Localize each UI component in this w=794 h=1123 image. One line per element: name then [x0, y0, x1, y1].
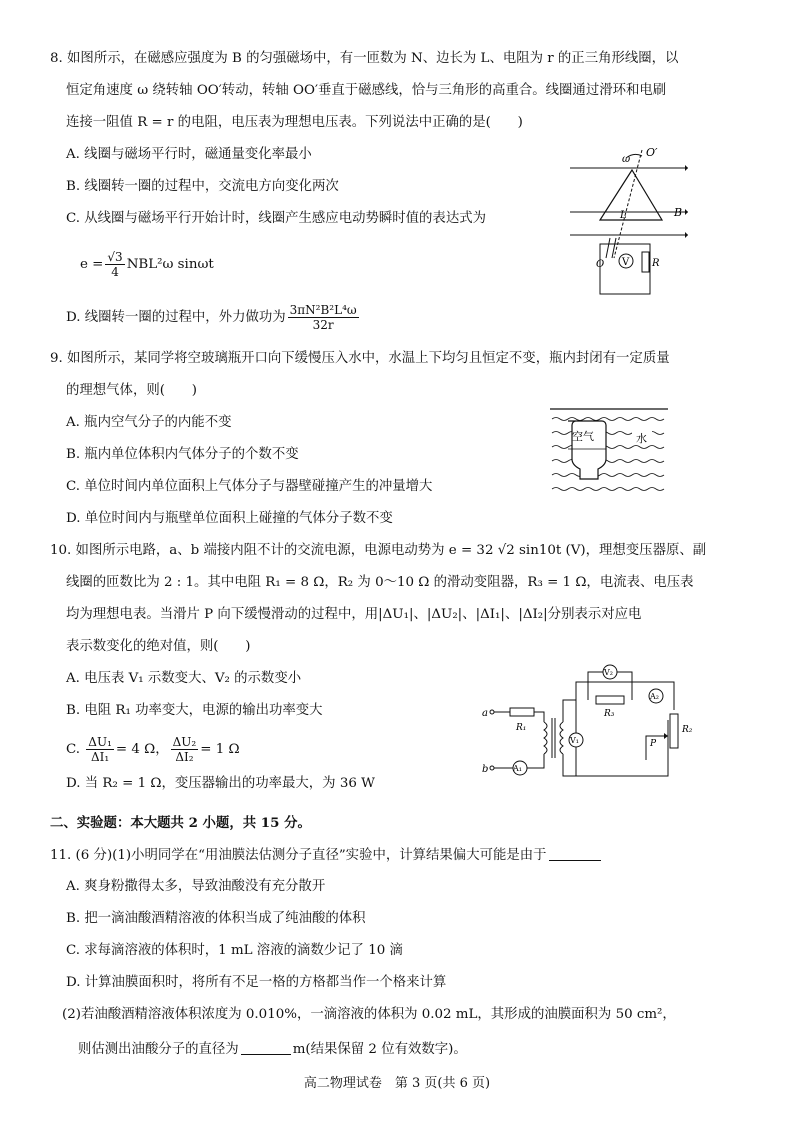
- q9-option-a: A. 瓶内空气分子的内能不变: [66, 415, 232, 430]
- b-label: B: [674, 206, 683, 219]
- q10-f2-den: ΔI₂: [175, 750, 194, 764]
- q10-line-4: 表示数变化的绝对值，则( ): [66, 639, 251, 654]
- primary-coil: [544, 722, 547, 754]
- water-waves: [552, 418, 664, 491]
- terminal-b: [490, 766, 494, 770]
- water-label: 水: [636, 432, 647, 445]
- q8-formula-fraction: [105, 250, 124, 279]
- q10-line-1: 10. 如图所示电路，a、b 端接内阻不计的交流电源，电源电动势为 e = 32 √2 sin10t (V)，理想变压器原、副: [50, 543, 707, 558]
- rotation-axis: [614, 150, 642, 258]
- secondary-coil: [560, 722, 563, 754]
- q10-f1-den: ΔI₁: [90, 750, 110, 764]
- resistor-r: [642, 252, 649, 272]
- q9-option-c: C. 单位时间内单位面积上气体分子与器壁碰撞产生的冲量增大: [66, 479, 433, 494]
- q11-line-1-text: 11. (6 分)(1)小明同学在“用油膜法估测分子直径”实验中，计算结果偏大可能是由于: [50, 848, 547, 863]
- q10-line-3: 均为理想电表。当滑片 P 向下缓慢滑动的过程中，用|ΔU₁|、|ΔU₂|、|ΔI₁|、|ΔI₂|分别表示对应电: [66, 607, 642, 622]
- q11-option-a: A. 爽身粉撒得太多，导致油酸没有充分散开: [66, 879, 326, 894]
- slider-arrow: [664, 733, 668, 739]
- q8-frac-num: √3: [107, 250, 123, 264]
- q8-option-d-text: D. 线圈转一圈的过程中，外力做功为: [66, 310, 286, 325]
- resistor-r1: [510, 708, 534, 716]
- a1-label: A₁: [513, 764, 522, 773]
- page-footer: 高二物理试卷 第 3 页(共 6 页): [303, 1076, 491, 1091]
- terminal-a: [490, 710, 494, 714]
- q10-f2-num: ΔU₂: [172, 735, 197, 749]
- q10-option-d: D. 当 R₂ = 1 Ω，变压器输出的功率最大，为 36 W: [66, 776, 375, 791]
- o-prime-label: O′: [646, 146, 658, 159]
- q11-option-b: B. 把一滴油酸酒精溶液的体积当成了纯油酸的体积: [66, 911, 366, 926]
- q8-option-c: C. 从线圈与磁场平行开始计时，线圈产生感应电动势瞬时值的表达式为: [66, 211, 486, 226]
- q11-option-c: C. 求每滴溶液的体积时，1 mL 溶液的滴数少记了 10 滴: [66, 943, 403, 958]
- q10-option-b: B. 电阻 R₁ 功率变大，电源的输出功率变大: [66, 703, 323, 718]
- r3-label: R₃: [604, 709, 615, 719]
- q10-option-c: [66, 735, 240, 764]
- q10-f1-num: ΔU₁: [88, 735, 112, 749]
- q8-work-fraction: [288, 303, 359, 332]
- voltmeter-label: V: [622, 257, 630, 268]
- q8-option-b: B. 线圈转一圈的过程中，交流电方向变化两次: [66, 179, 339, 194]
- resistor-r3: [596, 696, 624, 704]
- q8-line-2: 恒定角速度 ω 绕转轴 OO′转动，转轴 OO′垂直于磁感线，恰与三角形的高重合。线圈通过滑环和电刷: [66, 83, 667, 98]
- lead-1: [606, 238, 610, 258]
- r1-label: R₁: [516, 723, 527, 733]
- q9-option-d: D. 单位时间内与瓶壁单位面积上碰撞的气体分子数不变: [66, 511, 393, 526]
- q10-line-2: 线圈的匝数比为 2 : 1。其中电阻 R₁ = 8 Ω，R₂ 为 0～10 Ω 的滑动变阻器，R₃ = 1 Ω，电流表、电压表: [66, 575, 694, 590]
- p-label: P: [650, 739, 657, 749]
- q8-option-d: [66, 303, 361, 332]
- q10-fraction-2: [171, 735, 199, 764]
- a-label: a: [482, 708, 488, 719]
- q11-part2-line-1: (2)若油酸酒精溶液体积浓度为 0.010%，一滴溶液的体积为 0.02 mL，其形成的油膜面积为 50 cm²，: [62, 1007, 676, 1022]
- field-arrow-3: [685, 232, 688, 238]
- q8-frac-den: 4: [111, 265, 119, 279]
- q8-option-c-formula: [80, 250, 214, 279]
- q9-line-2: 的理想气体，则( ): [66, 383, 197, 398]
- q8-work-den: 32r: [312, 318, 334, 332]
- q8-formula-left: e =: [80, 257, 104, 272]
- v1-label: V₁: [570, 736, 579, 745]
- q10-fraction-1: [86, 735, 114, 764]
- wire-a2: [534, 712, 544, 722]
- section-2-heading: 二、实验题：本大题共 2 小题，共 15 分。: [50, 815, 311, 831]
- q8-line-1: 8. 如图所示，在磁感应强度为 B 的匀强磁场中，有一匝数为 N、边长为 L、电阻为 r 的正三角形线圈，以: [50, 51, 679, 66]
- q9-bottle-figure: [550, 405, 670, 495]
- q11-option-d: D. 计算油膜面积时，将所有不足一格的方格都当作一个格来计算: [66, 975, 447, 990]
- air-label: 空气: [572, 430, 594, 443]
- l-label: L: [620, 210, 627, 221]
- o-label: O: [596, 259, 605, 270]
- r2-label: R₂: [682, 725, 693, 735]
- a2-label: A₂: [650, 692, 659, 701]
- q8-formula-right: NBL²ω sinωt: [126, 257, 214, 272]
- q11-part2-text-a: 则估测出油酸分子的直径为: [78, 1042, 239, 1057]
- q8-option-a: A. 线圈与磁场平行时，磁通量变化率最小: [66, 147, 312, 162]
- q10-circuit-figure: [478, 660, 708, 788]
- q8-work-num: 3πN²B²L⁴ω: [289, 303, 357, 317]
- q11-answer-blank-2[interactable]: [241, 1040, 291, 1055]
- q8-line-3: 连接一阻值 R = r 的电阻，电压表为理想电压表。下列说法中正确的是( ): [66, 115, 523, 130]
- rheostat-r2: [670, 714, 678, 748]
- q10-option-c-end: = 1 Ω: [200, 742, 240, 757]
- q9-line-1: 9. 如图所示，某同学将空玻璃瓶开口向下缓慢压入水中，水温上下均匀且恒定不变，瓶内封闭有一定质量: [50, 351, 670, 366]
- b-label: b: [482, 764, 489, 775]
- v2-label: V₂: [604, 668, 613, 677]
- field-arrow-1: [685, 165, 688, 171]
- q8-coil-figure: [570, 140, 700, 300]
- q9-option-b: B. 瓶内单位体积内气体分子的个数不变: [66, 447, 299, 462]
- q11-line-1: [50, 846, 603, 865]
- q11-part2-text-b: m(结果保留 2 位有效数字)。: [292, 1042, 467, 1057]
- q10-option-c-prefix: C.: [66, 742, 81, 757]
- field-arrow-2: [685, 209, 688, 215]
- omega-label: ω: [622, 154, 631, 165]
- q10-option-a: A. 电压表 V₁ 示数变大、V₂ 的示数变小: [66, 671, 302, 686]
- q11-answer-blank-1[interactable]: [549, 846, 601, 861]
- q10-option-c-mid: = 4 Ω，: [115, 742, 169, 757]
- r-label: R: [652, 258, 660, 269]
- lead-2: [612, 238, 616, 258]
- q11-part2-line-2: [78, 1040, 467, 1059]
